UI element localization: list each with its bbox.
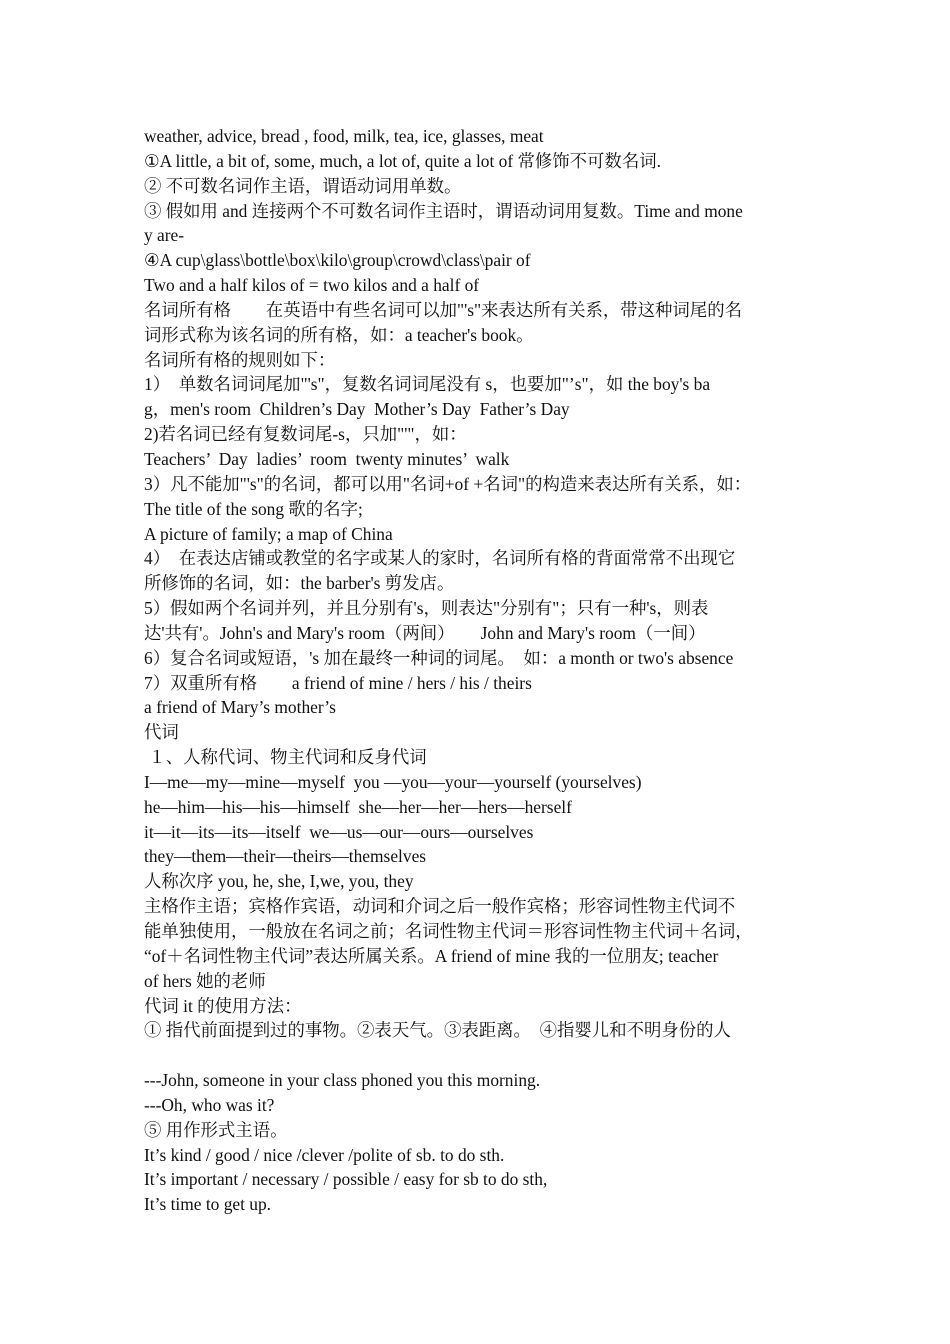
text-line: it—it—its—its—itself we—us—our—ours—ourselves <box>144 821 534 842</box>
text-line: 4） 在表达店铺或教堂的名字或某人的家时，名词所有格的背面常常不出现它 <box>144 548 736 569</box>
text-line: 名词所有格的规则如下： <box>144 349 336 370</box>
text-line: ① 指代前面提到过的事物。②表天气。③表距离。 ④指婴儿和不明身份的人 <box>144 1020 731 1041</box>
text-line: 3）凡不能加"'s"的名词，都可以用"名词+of +名词"的构造来表达所有关系，如： <box>144 473 752 494</box>
text-line: 代词 it 的使用方法： <box>144 995 302 1016</box>
text-line: 2)若名词已经有复数词尾-s，只加"'"，如： <box>144 424 467 445</box>
text-line: 1） 单数名词词尾加"'s"，复数名词词尾没有 s，也要加"’s"，如 the boy's ba <box>144 374 711 395</box>
text-line: 7）双重所有格 a friend of mine / hers / his / theirs <box>144 672 532 693</box>
text-line: 所修饰的名词，如：the barber's 剪发店。 <box>144 573 455 594</box>
dialogue-line: ---John, someone in your class phoned you this morning. <box>144 1070 541 1091</box>
text-line: ⑤ 用作形式主语。 <box>144 1119 288 1140</box>
text-line: “of＋名词性物主代词”表达所属关系。A friend of mine 我的一位朋友; teacher <box>144 945 719 966</box>
text-line: Two and a half kilos of = two kilos and a half of <box>144 275 480 296</box>
text-line: a friend of Mary’s mother’s <box>144 697 336 718</box>
document-body <box>144 124 812 1217</box>
dialogue-line: ---Oh, who was it? <box>144 1094 275 1115</box>
text-line: 5）假如两个名词并列，并且分别有's，则表达"分别有"；只有一种's，则表 <box>144 598 709 619</box>
section-heading: 代词 <box>144 722 179 743</box>
text-line: ③ 假如用 and 连接两个不可数名词作主语时，谓语动词用复数。Time and mone <box>144 200 743 221</box>
text-line: ①A little, a bit of, some, much, a lot of, quite a lot of 常修饰不可数名词. <box>144 150 661 171</box>
blank-line <box>144 1043 812 1068</box>
text-line: 6）复合名词或短语，'s 加在最终一种词的词尾。 如：a month or two's absence <box>144 647 734 668</box>
text-line: I—me—my—mine—myself you —you—your—yourself (yourselves) <box>144 771 642 792</box>
text-line: It’s time to get up. <box>144 1194 272 1215</box>
text-line: he—him—his—his—himself she—her—her—hers—herself <box>144 796 572 817</box>
text-line: 词形式称为该名词的所有格，如：a teacher's book。 <box>144 324 534 345</box>
text-line: 达'共有'。John's and Mary's room（两间） John and Mary's room（一间） <box>144 622 706 643</box>
text-line: ② 不可数名词作主语，谓语动词用单数。 <box>144 175 462 196</box>
text-line: of hers 她的老师 <box>144 970 266 991</box>
text-line: It’s important / necessary / possible / easy for sb to do sth, <box>144 1169 548 1190</box>
text-line: 名词所有格 在英语中有些名词可以加"'s"来表达所有关系，带这种词尾的名 <box>144 299 742 320</box>
text-line: 主格作主语；宾格作宾语，动词和介词之后一般作宾格；形容词性物主代词不 <box>144 896 736 917</box>
text-line: A picture of family; a map of China <box>144 523 393 544</box>
text-line: 人称次序 you, he, she, I,we, you, they <box>144 871 414 892</box>
text-line: 能单独使用，一般放在名词之前；名词性物主代词＝形容词性物主代词＋名词， <box>144 921 753 941</box>
text-line: weather, advice, bread , food, milk, tea, ice, glasses, meat <box>144 126 544 146</box>
text-line: g，men's room Children’s Day Mother’s Day Father’s Day <box>144 399 570 420</box>
text-line: Teachers’ Day ladies’ room twenty minutes’ walk <box>144 448 510 469</box>
text-line: ④A cup\glass\bottle\box\kilo\group\crowd\class\pair of <box>144 250 531 271</box>
text-line: they—them—their—theirs—themselves <box>144 846 427 867</box>
subsection-heading: １、人称代词、物主代词和反身代词 <box>144 747 427 768</box>
text-line: The title of the song 歌的名字; <box>144 498 363 519</box>
text-line: y are- <box>144 225 185 246</box>
text-line: It’s kind / good / nice /clever /polite of sb. to do sth. <box>144 1144 505 1165</box>
